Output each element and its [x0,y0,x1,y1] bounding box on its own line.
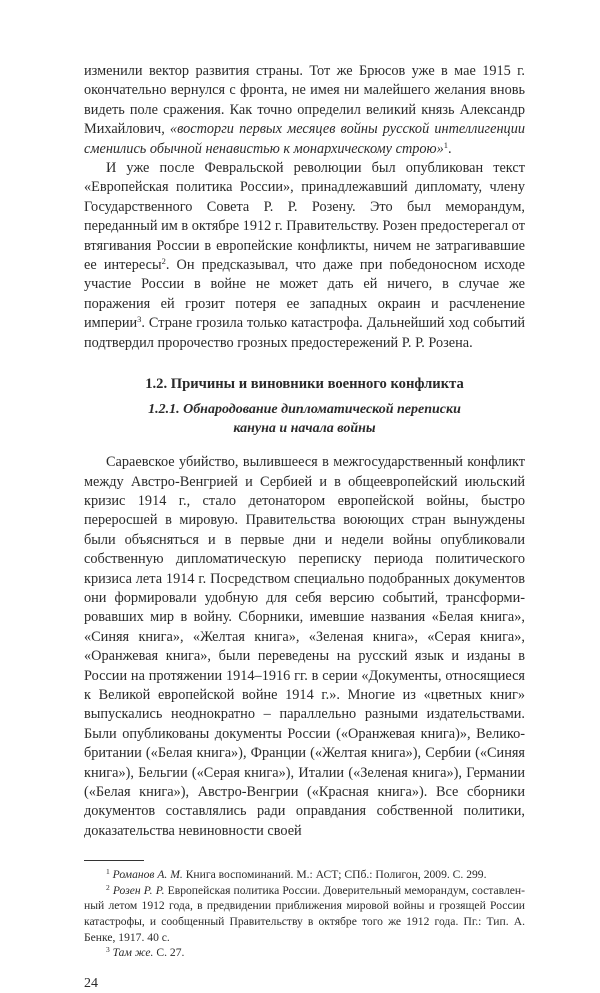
rosen-text-part1: И уже после Февральской революции был опубликован текст «Европейская политика России», принадлежавший дипломату, члену Государственного Совета Р. Р. Розену. Это был меморандум, переданный им в октябре 1912 г. Правительству. Розен предостерегал от втягивания России в европейские конфликты, ничем не затрагивавшие ее интересы [84,160,525,274]
rosen-paragraph [84,159,525,353]
footnote-text: С. 27. [153,946,185,960]
footnote-number: 2 [106,882,110,892]
section-heading: 1.2. Причины и виновники военного конфликта [145,376,464,393]
footnote-ref-1[interactable]: 1 [443,139,449,150]
intro-text: изменили вектор развития страны. Тот же Брюсов уже в мае 1915 г. окончательно вернулся с фронта, не имея ни малейшего желания вновь видеть поле сражения. Как точно определил великий князь Александр Михайлович, [84,63,525,138]
subsection-heading-line1: 1.2.1. Обнародование дипломатической переписки [148,402,461,418]
rosen-text-part2: . Он предсказывал, что даже при победоносном исходе участие России в войне не может дать ей ничего, в случае же поражения ей грозит потеря ее западных окраин и расчленение империи [84,257,525,332]
footnote-ref-3[interactable]: 3 [137,314,142,325]
footnote-text: Книга воспоминаний. М.: АСТ; СПб.: Полигон, 2009. С. 299. [182,868,487,882]
book-page [84,62,525,993]
footnote-1 [84,867,525,883]
section-paragraph: Сараевское убийство, вылившееся в межгосударственный конфликт между Австро-Венгрией и Сербией и в общеевропейский июльский кризис 1914 г., стало детонатором европейской войны, быстро переросшей в мировую. Правительства воюющих стран вынуждены были объясняться и в первые дни и недели войны опубликовали собственную дипломатическую переписку периода политического кризиса лета 1914 г. Посредством специально подобранных документов они формировали удобную для себя версию событий, трансформировавших мир в войну. Сборники, имевшие названия «Белая книга», «Синяя книга», «Желтая книга», «Зеленая книга», «Серая книга», «Оранжевая книга», были переведены на русский язык и изданы в России на протяжении 1914–1916 гг. в серии «Документы, относящиеся к Великой европейской войне 1914 г.». Многие из «цветных книг» выпускались неоднократно – параллельно разными издательствами. Были опубликованы документы России («Оранжевая книга)», Великобритании («Белая книга»), Франции («Желтая книга»), Сербии («Синяя книга»), Бельгии («Серая книга»), Италии («Зеленая книга»), Германии («Белая книга»), Австро-Венгрии («Красная книга»). Все сборники документов составлялись ради оправдания собственной политики, доказательства невиновности своей [84,454,525,839]
rosen-text-part3: . Стране грозила только катастрофа. Дальнейший ход событий подтвердил пророчество грозных предостережений Р. Р. Розена. [84,315,525,351]
footnote-ref-2[interactable]: 2 [161,256,166,267]
page-number: 24 [84,975,98,991]
footnote-author: Романов А. М. [112,868,183,882]
footnotes [84,867,525,961]
intro-text-end: . [448,140,452,157]
footnote-number: 1 [106,867,110,877]
grand-duke-quote: «восторги первых месяцев войны русской интеллигенции сменились обычной ненавистью к монархическому строю» [84,121,526,157]
footnote-number: 3 [106,945,110,955]
footnote-author: Там же. [112,946,154,960]
subsection-heading-line2: кануна и начала войны [233,420,376,436]
footnote-divider [84,860,144,861]
intro-paragraph [84,62,525,159]
footnote-2 [84,883,525,945]
footnote-author: Розен Р. Р. [112,883,165,897]
subsection-heading [84,401,525,438]
footnote-3 [84,945,525,961]
footnote-text: Европейская политика России. Доверительный меморандум, составленный летом 1912 года, в предвидении приближения мировой войны и грозящей России катастрофы, и сообщенный Правительству в октябре того же 1912 года. Пг.: Тип. А. Бенке, 1917. 40 с. [84,883,525,944]
